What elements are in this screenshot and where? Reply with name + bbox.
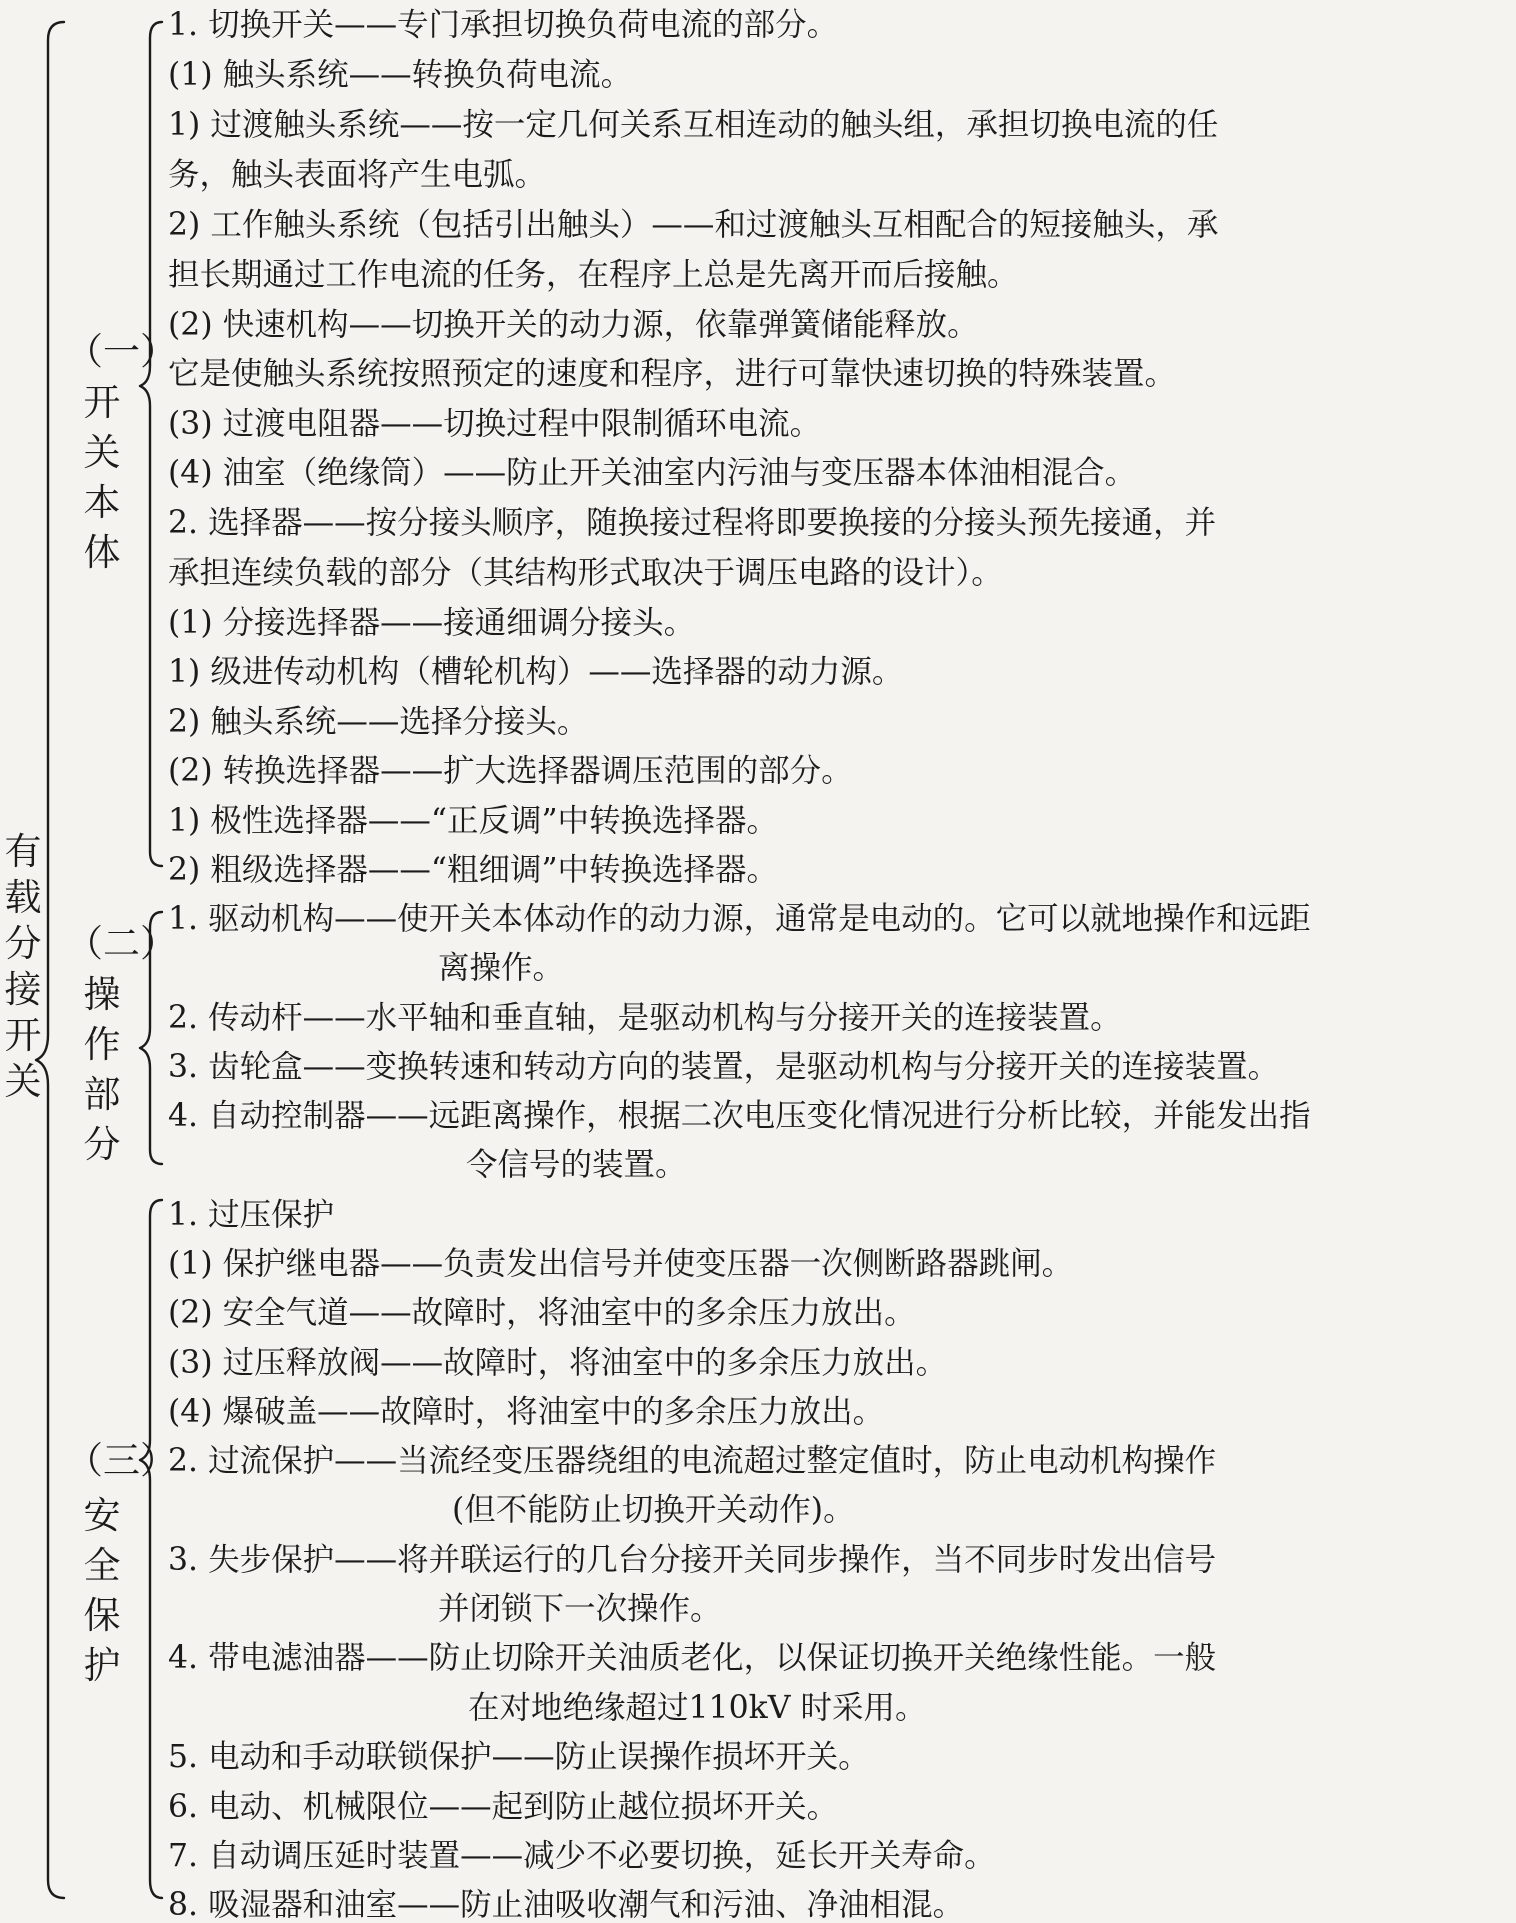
section-1-line: 1) 极性选择器——“正反调”中转换选择器。 — [168, 803, 779, 839]
section-3-label-char: 护 — [83, 1644, 121, 1687]
section-3-line: 3. 失步保护——将并联运行的几台分接开关同步操作，当不同步时发出信号 — [168, 1542, 1217, 1578]
section-3-number: （三） — [66, 1439, 177, 1482]
section-3-line: 8. 吸湿器和油室——防止油吸收潮气和污油、净油相混。 — [168, 1887, 965, 1923]
section-3-line: 2. 过流保护——当流经变压器绕组的电流超过整定值时，防止电动机构操作 — [168, 1443, 1217, 1479]
section-2-number: （二） — [66, 922, 177, 965]
section-1-brace — [140, 22, 162, 866]
section-1-line: 它是使触头系统按照预定的速度和程序，进行可靠快速切换的特殊装置。 — [168, 356, 1177, 392]
section-1-line: 担长期通过工作电流的任务，在程序上总是先离开而后接触。 — [168, 257, 1019, 293]
section-3-line: 在对地绝缘超过110kV 时采用。 — [468, 1690, 927, 1726]
section-3-line: (但不能防止切换开关动作)。 — [452, 1492, 855, 1528]
section-1-line: 承担连续负载的部分（其结构形式取决于调压电路的设计）。 — [168, 555, 1003, 591]
root-label-char: 分 — [4, 922, 42, 965]
root-label-char: 有 — [4, 830, 42, 873]
section-3-label-char: 保 — [83, 1594, 121, 1637]
root-label-char: 关 — [4, 1060, 42, 1103]
section-2-label-char: 分 — [83, 1123, 121, 1166]
section-1-label-char: 本 — [83, 481, 121, 524]
section-3-line: (3) 过压释放阀——故障时，将油室中的多余压力放出。 — [168, 1345, 948, 1381]
root-label-char: 载 — [4, 876, 42, 919]
section-3-label-char: 全 — [83, 1544, 121, 1587]
section-1-label-char: 关 — [83, 431, 121, 474]
section-1-label-char: 开 — [83, 381, 121, 424]
section-3-brace — [140, 1200, 162, 1898]
section-3-line: 7. 自动调压延时装置——减少不必要切换，延长开关寿命。 — [168, 1838, 996, 1874]
section-2-label-char: 作 — [83, 1023, 121, 1066]
section-1-line: 2) 工作触头系统（包括引出触头）——和过渡触头互相配合的短接触头，承 — [168, 207, 1219, 243]
section-2-line: 4. 自动控制器——远距离操作，根据二次电压变化情况进行分析比较，并能发出指 — [168, 1098, 1311, 1134]
section-3-line: 1. 过压保护 — [168, 1197, 335, 1233]
section-2-line: 2. 传动杆——水平轴和垂直轴，是驱动机构与分接开关的连接装置。 — [168, 1000, 1122, 1036]
root-label-char: 接 — [4, 968, 42, 1011]
section-1-line: (4) 油室（绝缘筒）——防止开关油室内污油与变压器本体油相混合。 — [168, 455, 1137, 491]
section-3-line: 并闭锁下一次操作。 — [438, 1591, 722, 1627]
section-1-line: 1) 过渡触头系统——按一定几何关系互相连动的触头组，承担切换电流的任 — [168, 107, 1219, 143]
section-3-line: 6. 电动、机械限位——起到防止越位损坏开关。 — [168, 1789, 839, 1825]
section-1-line: (2) 转换选择器——扩大选择器调压范围的部分。 — [168, 753, 853, 789]
section-1-line: 2) 触头系统——选择分接头。 — [168, 704, 589, 740]
section-2-label-char: 操 — [83, 973, 121, 1016]
section-1-line: 1) 级进传动机构（槽轮机构）——选择器的动力源。 — [168, 654, 904, 690]
section-1-line: 2) 粗级选择器——“粗细调”中转换选择器。 — [168, 852, 779, 888]
section-1-line: (1) 触头系统——转换负荷电流。 — [168, 57, 633, 93]
section-1-line: 务，触头表面将产生电弧。 — [168, 157, 547, 193]
section-2-line: 3. 齿轮盒——变换转速和转动方向的装置，是驱动机构与分接开关的连接装置。 — [168, 1049, 1280, 1085]
section-1-line: (1) 分接选择器——接通细调分接头。 — [168, 605, 696, 641]
section-1-number: （一） — [66, 330, 177, 373]
section-3-line: (4) 爆破盖——故障时，将油室中的多余压力放出。 — [168, 1394, 885, 1430]
section-3-line: (1) 保护继电器——负责发出信号并使变压器一次侧断路器跳闸。 — [168, 1246, 1074, 1282]
root-label-char: 开 — [4, 1014, 42, 1057]
section-3-line: 5. 电动和手动联锁保护——防止误操作损坏开关。 — [168, 1739, 870, 1775]
section-2-line: 1. 驱动机构——使开关本体动作的动力源，通常是电动的。它可以就地操作和远距 — [168, 901, 1311, 937]
section-2-line: 离操作。 — [438, 950, 565, 986]
section-1-line: 1. 切换开关——专门承担切换负荷电流的部分。 — [168, 7, 839, 43]
section-3-line: (2) 安全气道——故障时，将油室中的多余压力放出。 — [168, 1295, 916, 1331]
section-2-label-char: 部 — [83, 1073, 121, 1116]
section-1-line: (3) 过渡电阻器——切换过程中限制循环电流。 — [168, 406, 822, 442]
section-2-line: 令信号的装置。 — [466, 1147, 687, 1183]
section-1-line: (2) 快速机构——切换开关的动力源，依靠弹簧储能释放。 — [168, 307, 979, 343]
section-3-label-char: 安 — [83, 1494, 121, 1537]
section-3-line: 4. 带电滤油器——防止切除开关油质老化，以保证切换开关绝缘性能。一般 — [168, 1640, 1217, 1676]
section-1-line: 2. 选择器——按分接头顺序，随换接过程将即要换接的分接头预先接通，并 — [168, 505, 1217, 541]
section-1-label-char: 体 — [83, 531, 121, 574]
